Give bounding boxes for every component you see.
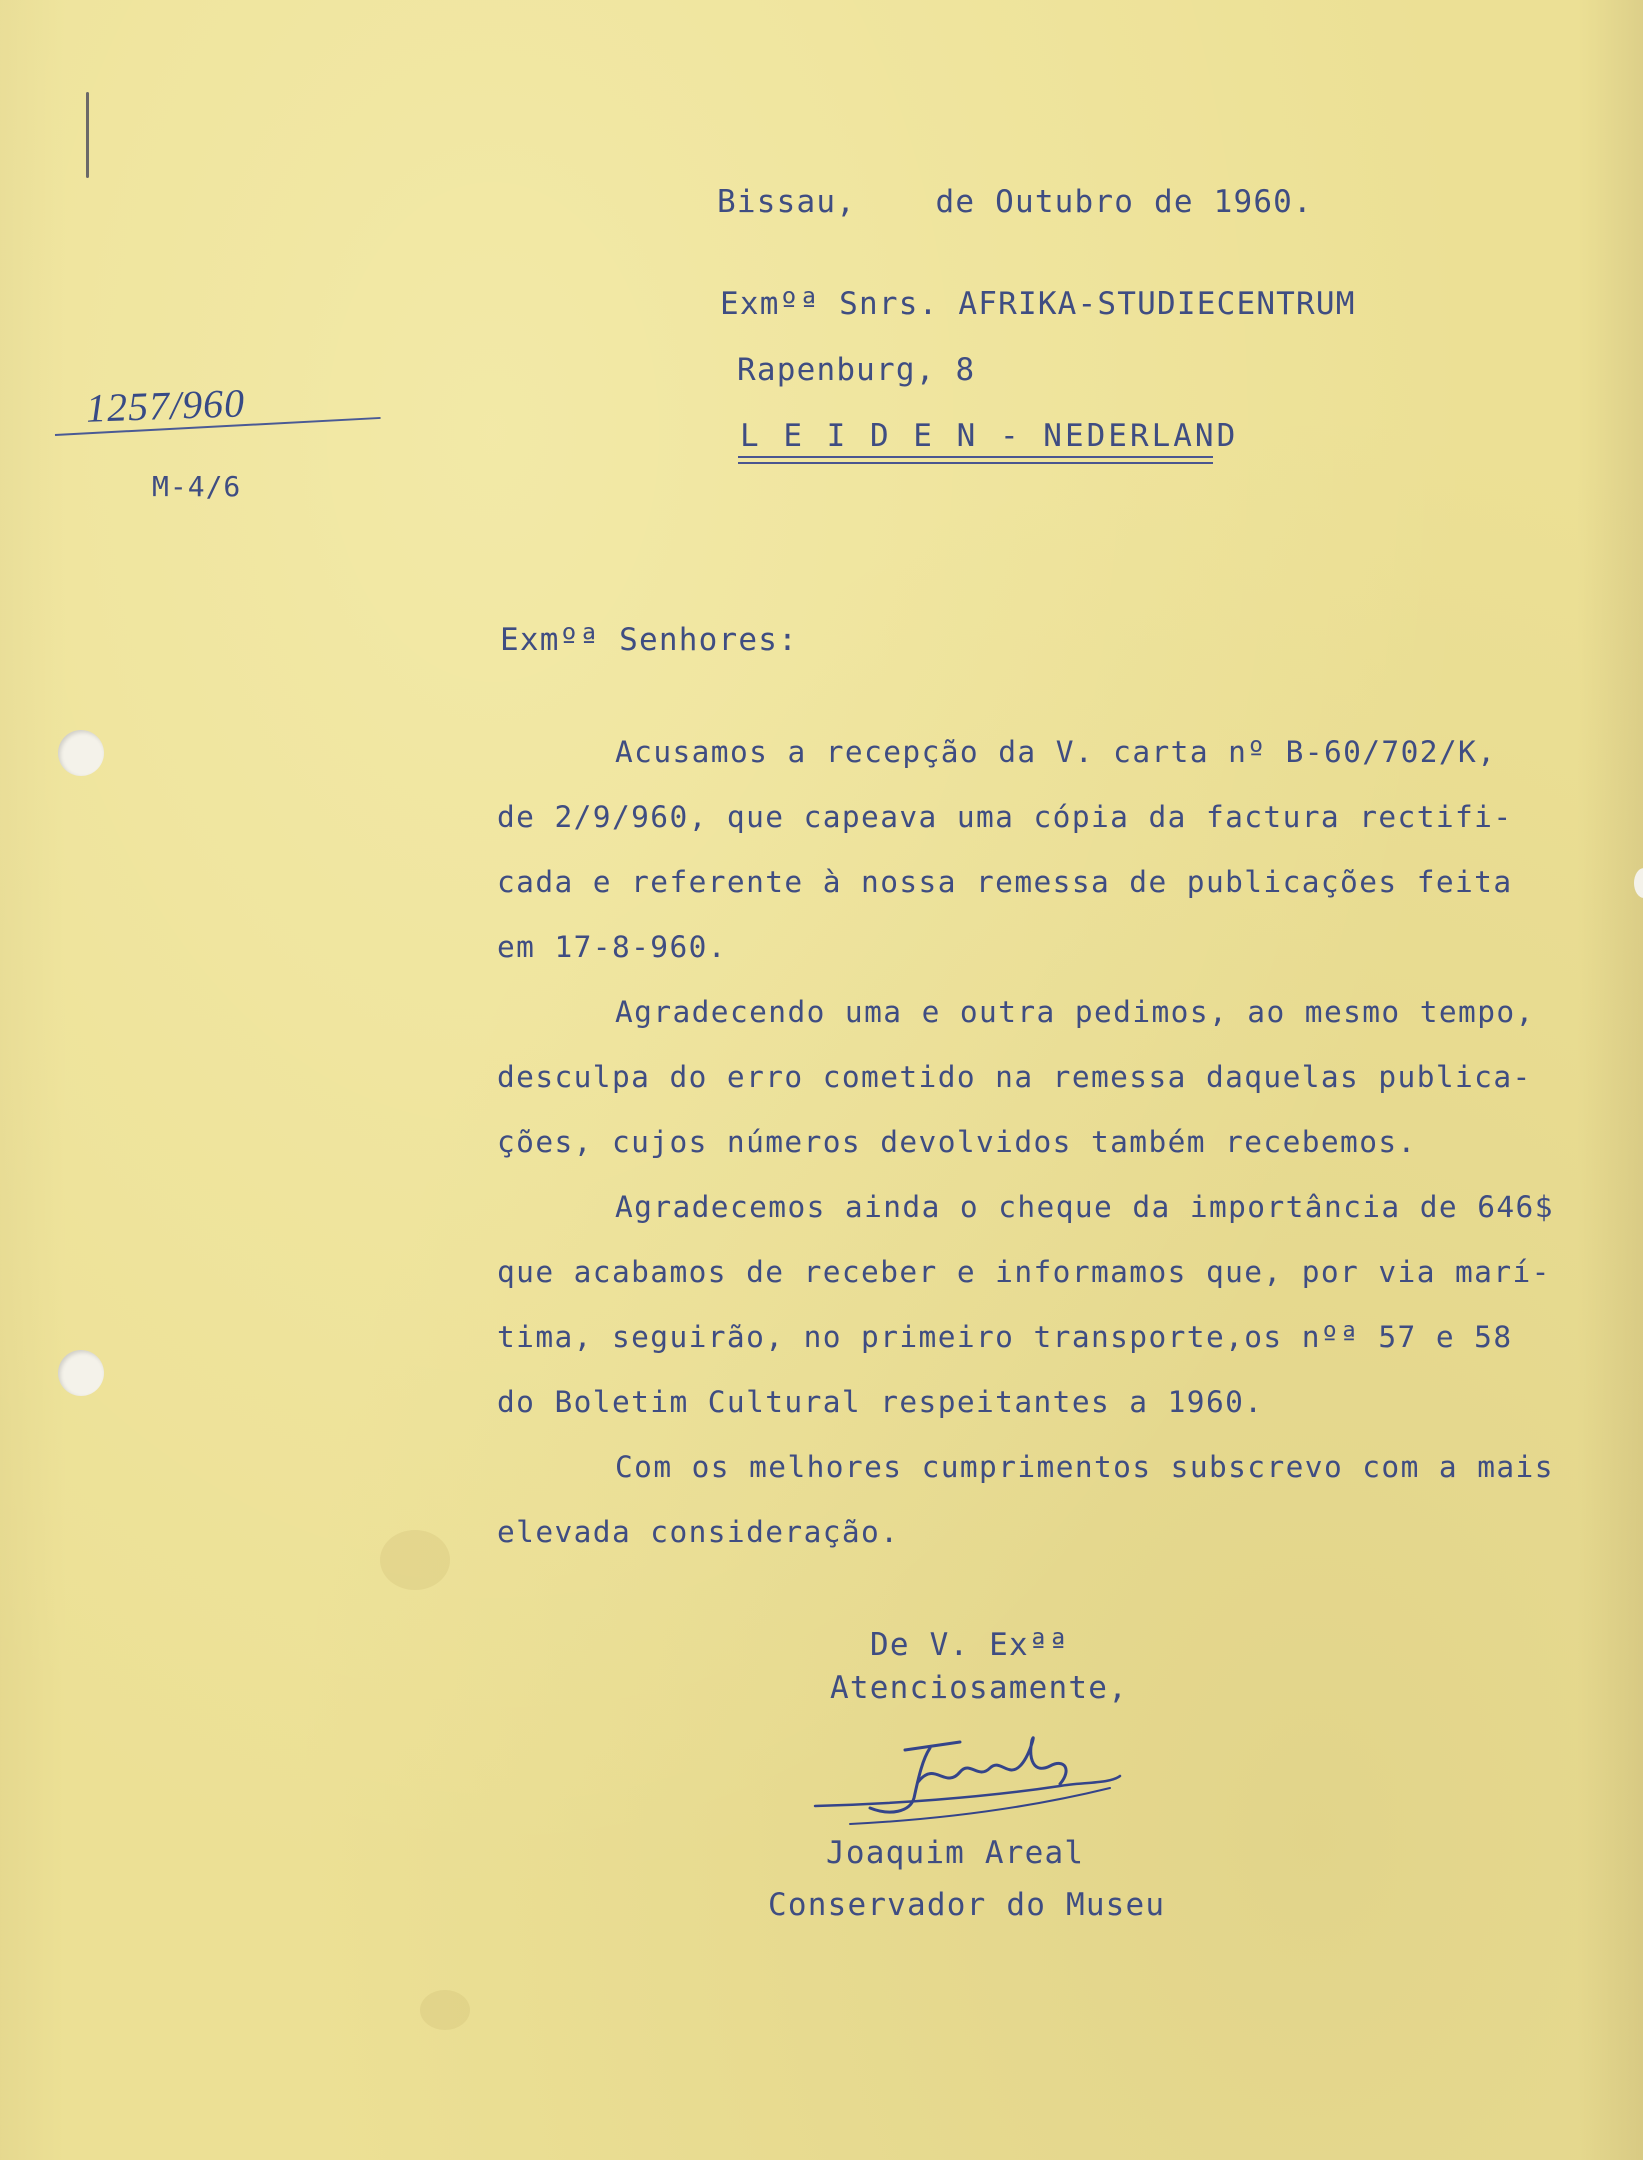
recipient-line-3: L E I D E N - NEDERLAND <box>740 418 1239 454</box>
body-line: Agradecendo uma e outra pedimos, ao mesmo tempo, <box>615 995 1535 1029</box>
body-line: tima, seguirão, no primeiro transporte,os nºª 57 e 58 <box>497 1320 1513 1354</box>
body-line: desculpa do erro cometido na remessa daquelas publica- <box>497 1060 1532 1094</box>
signatory-name: Joaquim Areal <box>826 1835 1085 1871</box>
body-line: cada e referente à nossa remessa de publicações feita <box>497 865 1513 899</box>
recipient-underline <box>738 456 1213 458</box>
body-line: em 17-8-960. <box>497 930 727 964</box>
recipient-underline-double <box>738 462 1213 464</box>
salutation: Exmºª Senhores: <box>500 622 798 658</box>
body-line: ções, cujos números devolvidos também recebemos. <box>497 1125 1417 1159</box>
recipient-line-2: Rapenburg, 8 <box>737 352 976 388</box>
paragraph-4 <box>497 1435 1597 1565</box>
paper-stain <box>380 1530 450 1590</box>
punch-hole <box>58 730 104 776</box>
date-line: Bissau, de Outubro de 1960. <box>717 184 1313 220</box>
body-line: elevada consideração. <box>497 1515 900 1549</box>
edge-notch <box>1634 868 1643 898</box>
closing-line-2: Atenciosamente, <box>830 1670 1128 1706</box>
paper-stain <box>420 1990 470 2030</box>
body-line: de 2/9/960, que capeava uma cópia da factura rectifi- <box>497 800 1513 834</box>
reference-number: 1257/960 <box>85 380 246 431</box>
paragraph-3 <box>497 1175 1597 1435</box>
signatory-title: Conservador do Museu <box>768 1887 1166 1923</box>
body-line: Agradecemos ainda o cheque da importância de 646$ <box>615 1190 1554 1224</box>
letter-body <box>497 720 1597 1565</box>
margin-pencil-mark <box>86 92 89 178</box>
punch-hole <box>58 1350 104 1396</box>
recipient-line-1: Exmºª Snrs. AFRIKA-STUDIECENTRUM <box>720 286 1356 322</box>
paragraph-1 <box>497 720 1597 980</box>
closing-line-1: De V. Exªª <box>870 1627 1069 1663</box>
body-line: Acusamos a recepção da V. carta nº B-60/702/K, <box>615 735 1497 769</box>
handwritten-signature <box>810 1720 1130 1830</box>
body-line: do Boletim Cultural respeitantes a 1960. <box>497 1385 1264 1419</box>
body-line: Com os melhores cumprimentos subscrevo com a mais <box>615 1450 1554 1484</box>
paragraph-2 <box>497 980 1597 1175</box>
body-line: que acabamos de receber e informamos que, por via marí- <box>497 1255 1551 1289</box>
reference-code: M-4/6 <box>152 470 242 503</box>
